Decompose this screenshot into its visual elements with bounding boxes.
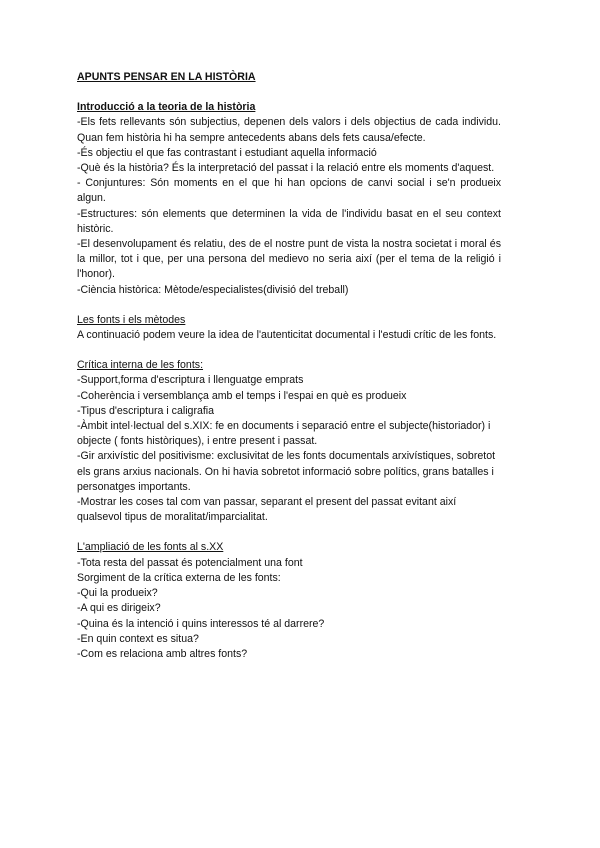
paragraph: -Coherència i versemblança amb el temps i l'espai en què es produeix	[77, 389, 407, 402]
section-internal-criticism	[77, 358, 501, 525]
paragraph: - Conjuntures: Són moments en el que hi han opcions de canvi social i se'n produeix algun.	[77, 177, 501, 205]
paragraph: -Com es relaciona amb altres fonts?	[77, 647, 248, 660]
paragraph: -Estructures: són elements que determinen la vida de l'individu basat en el seu context històric.	[77, 207, 501, 235]
section-heading: Crítica interna de les fonts:	[77, 359, 204, 372]
paragraph: -Ciència històrica: Mètode/especialistes(divisió del treball)	[77, 283, 349, 296]
paragraph: -Què és la història? És la interpretació del passat i la relació entre els moments d'aquest.	[77, 162, 495, 175]
document-content	[77, 70, 501, 677]
paragraph: -Els fets rellevants són subjectius, depenen dels valors i dels objectius de cada individu. Quan fem història hi ha sempre antecedents abans dels fets causa/efecte.	[77, 116, 501, 144]
paragraph: -Support,forma d'escriptura i llenguatge emprats	[77, 374, 304, 387]
paragraph: -Tota resta del passat és potencialment una font	[77, 556, 303, 569]
paragraph: Sorgiment de la crítica externa de les fonts:	[77, 571, 281, 584]
section-heading: L'ampliació de les fonts al s.XX	[77, 541, 224, 554]
section-heading: Introducció a la teoria de la història	[77, 101, 256, 114]
section-sources-methods	[77, 313, 501, 343]
paragraph: -És objectiu el que fas contrastant i estudiant aquella informació	[77, 146, 377, 159]
paragraph: -El desenvolupament és relatiu, des de el nostre punt de vista la nostra societat i moral és la millor, tot i que, per una persona del medievo no seria així (per el tema de la religió i l'honor).	[77, 238, 501, 281]
paragraph: -Gir arxivístic del positivisme: exclusivitat de les fonts documentals arxivístiques, sobretot els grans arxius nacionals. On hi havia sobretot informació sobre polítics, grans batalles i personatges importants.	[77, 450, 496, 493]
paragraph: A continuació podem veure la idea de l'autenticitat documental i l'estudi crític de les fonts.	[77, 329, 497, 342]
section-intro	[77, 100, 501, 298]
paragraph: -A qui es dirigeix?	[77, 602, 161, 615]
paragraph: -En quin context es situa?	[77, 632, 199, 645]
paragraph: -Àmbit intel·lectual del s.XIX: fe en documents i separació entre el subjecte(historiador) i objecte ( fonts històriques), i entre present i passat.	[77, 420, 491, 448]
section-expansion-sources	[77, 540, 501, 662]
section-heading: Les fonts i els mètodes	[77, 313, 186, 326]
paragraph: -Quina és la intenció i quins interessos té al darrere?	[77, 617, 325, 630]
document-title: APUNTS PENSAR EN LA HISTÒRIA	[77, 71, 256, 83]
paragraph: -Mostrar les coses tal com van passar, separant el present del passat evitant així qualsevol tipus de moralitat/imparcialitat.	[77, 496, 457, 524]
paragraph: -Tipus d'escriptura i caligrafia	[77, 404, 215, 417]
paragraph: -Qui la produeix?	[77, 587, 158, 600]
